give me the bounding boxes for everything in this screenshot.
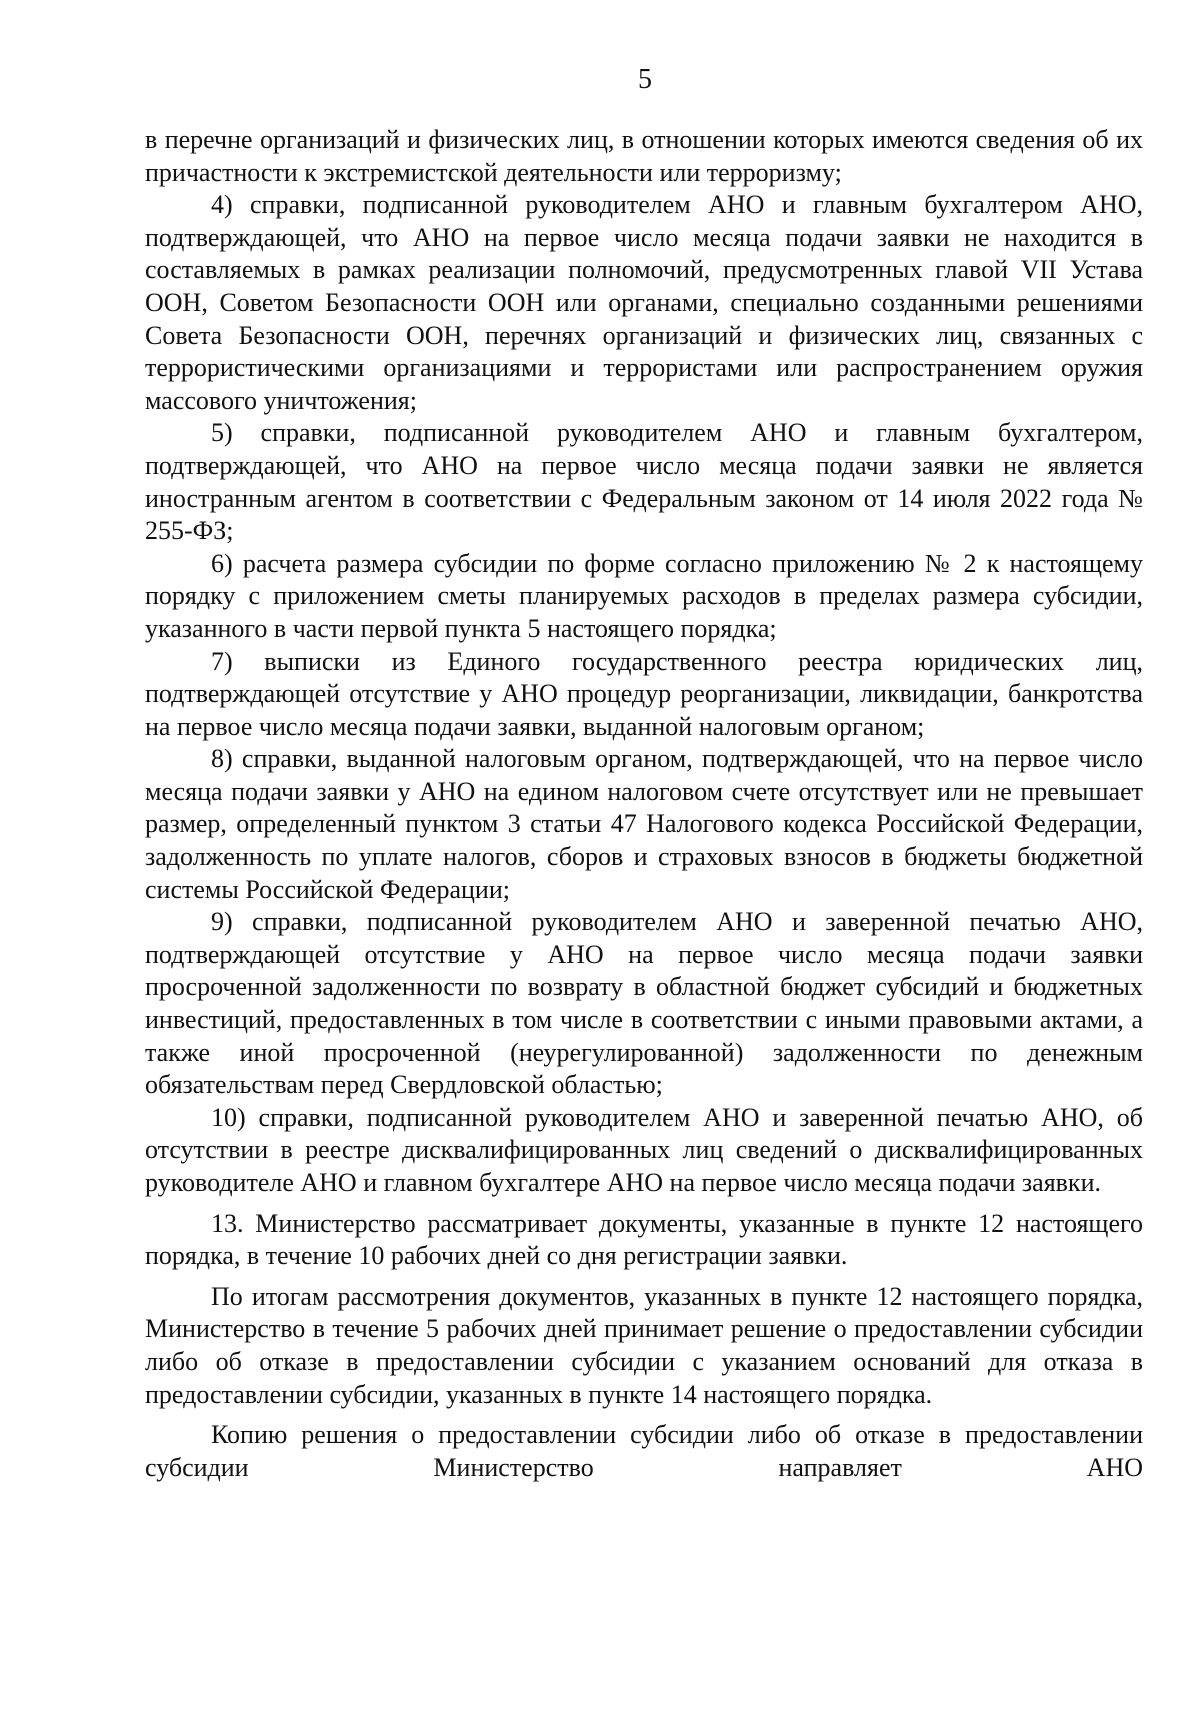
paragraph-item-10: 10) справки, подписанной руководителем АНО и заверенной печатью АНО, об отсутствии в реестре дисквалифицированных лиц сведений о дисквалифицированных руководителе АНО и главном бухгалтере АНО на первое число месяца подачи заявки. (145, 1102, 1143, 1197)
paragraph-item-9: 9) справки, подписанной руководителем АНО и заверенной печатью АНО, подтверждающей отсутствие у АНО на первое число месяца подачи заявки просроченной задолженности по возврату в областной бюджет субсидий и бюджетных инвестиций, предоставленных в том числе в соответствии с иными правовыми актами, а также иной просроченной (неурегулированной) задолженности по денежным обязательствам перед Свердловской областью; (145, 907, 1143, 1100)
paragraph-decision-copy: Копию решения о предоставлении субсидии либо об отказе в предоставлении субсидии Министерство направляет АНО (145, 1420, 1143, 1482)
paragraph-item-7: 7) выписки из Единого государственного реестра юридических лиц, подтверждающей отсутствие у АНО процедур реорганизации, ликвидации, банкротства на первое число месяца подачи заявки, выданной налоговым органом; (145, 646, 1143, 741)
paragraph-item-6: 6) расчета размера субсидии по форме согласно приложению № 2 к настоящему порядку с приложением сметы планируемых расходов в пределах размера субсидии, указанного в части первой пункта 5 настоящего порядка; (145, 548, 1143, 643)
paragraph-item-8: 8) справки, выданной налоговым органом, подтверждающей, что на первое число месяца подачи заявки у АНО на едином налоговом счете отсутствует или не превышает размер, определенный пунктом 3 статьи 47 Налогового кодекса Российской Федерации, задолженность по уплате налогов, сборов и страховых взносов в бюджеты бюджетной системы Российской Федерации; (145, 744, 1143, 904)
paragraph-item-5: 5) справки, подписанной руководителем АНО и главным бухгалтером, подтверждающей, что АНО на первое число месяца подачи заявки не является иностранным агентом в соответствии с Федеральным законом от 14 июля 2022 года № 255-ФЗ; (145, 418, 1143, 546)
document-body (145, 124, 1143, 1484)
paragraph-point-13: 13. Министерство рассматривает документы, указанные в пункте 12 настоящего порядка, в течение 10 рабочих дней со дня регистрации заявки. (145, 1208, 1143, 1271)
page-number: 5 (638, 64, 652, 95)
paragraph-continuation: в перечне организаций и физических лиц, в отношении которых имеются сведения об их причастности к экстремистской деятельности или терроризму; (145, 125, 1143, 187)
paragraph-item-4: 4) справки, подписанной руководителем АНО и главным бухгалтером АНО, подтверждающей, что АНО на первое число месяца подачи заявки не находится в составляемых в рамках реализации полномочий, предусмотренных главой VII Устава ООН, Советом Безопасности ООН или органами, специально созданными решениями Совета Безопасности ООН, перечнях организаций и физических лиц, связанных с террористическими организациями и террористами или распространением оружия массового уничтожения; (145, 190, 1143, 415)
paragraph-review-results: По итогам рассмотрения документов, указанных в пункте 12 настоящего порядка, Министерство в течение 5 рабочих дней принимает решение о предоставлении субсидии либо об отказе в предоставлении субсидии с указанием оснований для отказа в предоставлении субсидии, указанных в пункте 14 настоящего порядка. (145, 1281, 1143, 1409)
